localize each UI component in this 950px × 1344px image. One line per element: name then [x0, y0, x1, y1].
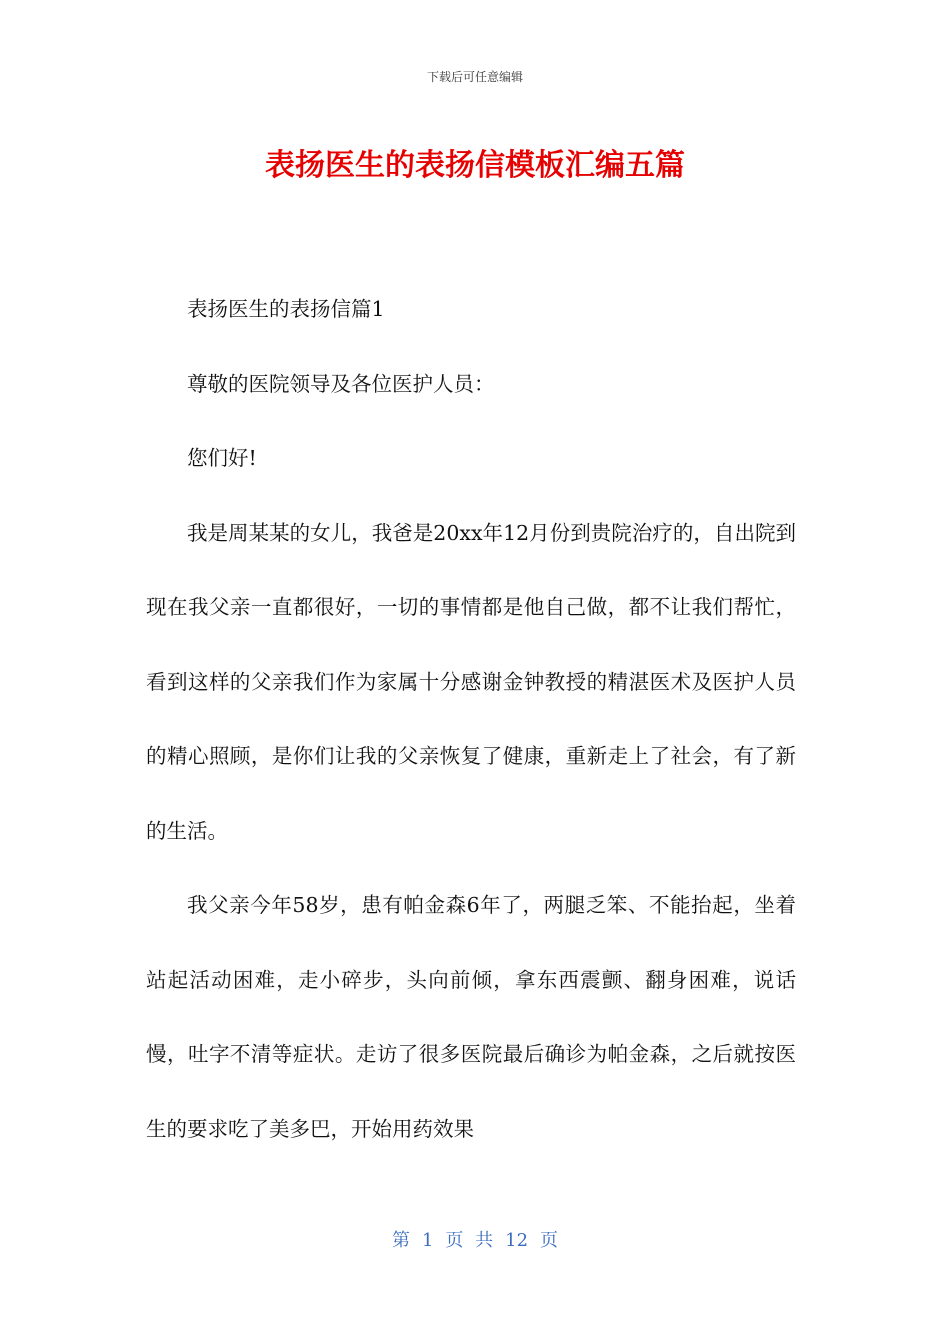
footer-prefix: 第 — [391, 1230, 410, 1251]
document-body — [146, 272, 796, 1166]
page-footer — [0, 1226, 950, 1252]
body-paragraph: 我是周某某的女儿，我爸是20xx年12月份到贵院治疗的，自出院到现在我父亲一直都很好，一切的事情都是他自己做，都不让我们帮忙，看到这样的父亲我们作为家属十分感谢金钟教授的精湛医术及医护人员的精心照顾，是你们让我的父亲恢复了健康，重新走上了社会，有了新的生活。 — [146, 520, 796, 843]
salutation: 尊敬的医院领导及各位医护人员： — [187, 371, 495, 396]
greeting: 您们好! — [187, 446, 257, 470]
header-note: 下载后可任意编辑 — [426, 70, 523, 84]
body-paragraph: 我父亲今年58岁，患有帕金森6年了，两腿乏笨、不能抬起，坐着站起活动困难，走小碎步，头向前倾，拿东西震颤、翻身困难，说话慢，吐字不清等症状。走访了很多医院最后确诊为帕金森，之后就按医生的要求吃了美多巴，开始用药效果 — [146, 893, 796, 1141]
total-pages-number: 12 — [505, 1230, 529, 1251]
current-page-number: 1 — [421, 1230, 434, 1251]
footer-suffix: 页 — [540, 1230, 559, 1251]
section-heading: 表扬医生的表扬信篇1 — [187, 297, 385, 321]
footer-mid: 页 共 — [445, 1230, 494, 1251]
document-title: 表扬医生的表扬信模板汇编五篇 — [265, 148, 685, 183]
